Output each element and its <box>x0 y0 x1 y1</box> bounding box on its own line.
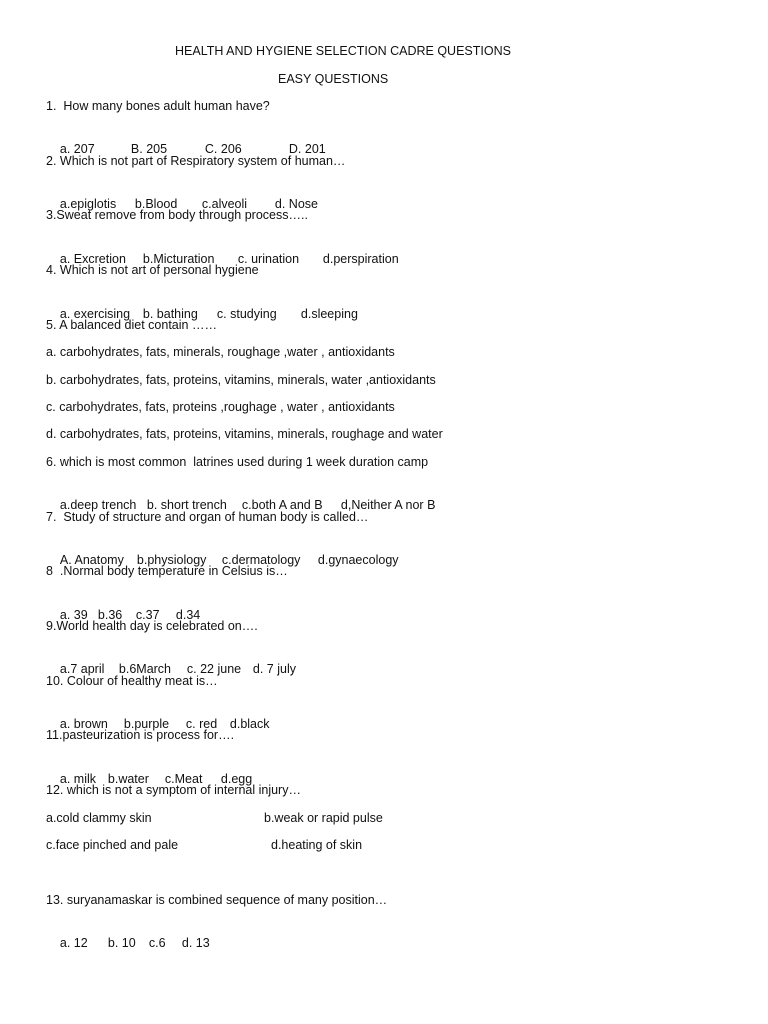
option-a: a.epiglotis <box>59 197 117 211</box>
question-1: 1. How many bones adult human have? <box>46 99 270 113</box>
question-8: 8 .Normal body temperature in Celsius is… <box>46 564 288 578</box>
option-d: d.sleeping <box>300 307 358 321</box>
question-5-option-a: a. carbohydrates, fats, minerals, roughage ,water , antioxidants <box>46 345 395 359</box>
option-b: b. 10 <box>107 936 136 950</box>
question-12-option-c: c.face pinched and pale <box>46 838 179 852</box>
option-c: c. red <box>185 717 218 731</box>
option-d: d.gynaecology <box>317 553 399 567</box>
option-d: d. Nose <box>274 197 318 211</box>
option-c: c.6 <box>148 936 166 950</box>
option-d: d. 13 <box>181 936 210 950</box>
option-a: a. 207 <box>59 142 95 156</box>
question-11: 11.pasteurization is process for…. <box>46 728 235 742</box>
question-5: 5. A balanced diet contain …… <box>46 318 217 332</box>
question-12-option-b: b.weak or rapid pulse <box>264 811 383 825</box>
option-b: b.Micturation <box>142 252 215 266</box>
option-a: a. 12 <box>59 936 88 950</box>
question-10: 10. Colour of healthy meat is… <box>46 674 218 688</box>
option-c: c. 22 june <box>186 662 242 676</box>
question-13-options <box>46 919 210 967</box>
question-3: 3.Sweat remove from body through process….. <box>46 208 308 222</box>
option-b: b. bathing <box>142 307 198 321</box>
option-b: B. 205 <box>130 142 168 156</box>
question-12-option-d: d.heating of skin <box>271 838 363 852</box>
question-12-option-a: a.cold clammy skin <box>46 811 152 825</box>
option-d: d. 7 july <box>252 662 296 676</box>
option-c: C. 206 <box>204 142 242 156</box>
option-a: a.7 april <box>59 662 105 676</box>
option-c: c. studying <box>216 307 277 321</box>
question-9: 9.World health day is celebrated on…. <box>46 619 258 633</box>
option-b: b.Blood <box>134 197 178 211</box>
question-5-option-b: b. carbohydrates, fats, proteins, vitamins, minerals, water ,antioxidants <box>46 373 436 387</box>
section-heading: EASY QUESTIONS <box>278 72 389 86</box>
question-4: 4. Which is not art of personal hygiene <box>46 263 259 277</box>
option-b: b.purple <box>123 717 170 731</box>
option-a: a. milk <box>59 772 97 786</box>
option-a: A. Anatomy <box>59 553 124 567</box>
question-5-option-c: c. carbohydrates, fats, proteins ,roughage , water , antioxidants <box>46 400 395 414</box>
option-a: a. Excretion <box>59 252 126 266</box>
question-5-option-d: d. carbohydrates, fats, proteins, vitamins, minerals, roughage and water <box>46 427 443 441</box>
document-title: HEALTH AND HYGIENE SELECTION CADRE QUESTIONS <box>175 44 511 58</box>
option-d: D. 201 <box>288 142 326 156</box>
option-d: d.egg <box>220 772 253 786</box>
question-2: 2. Which is not part of Respiratory system of human… <box>46 154 346 168</box>
option-b: b.water <box>107 772 149 786</box>
option-c: c.alveoli <box>201 197 248 211</box>
option-b: b.physiology <box>136 553 207 567</box>
option-a: a.deep trench <box>59 498 137 512</box>
option-b: b.6March <box>118 662 172 676</box>
option-a: a. 39 <box>59 608 88 622</box>
option-c: c. urination <box>237 252 300 266</box>
option-a: a. brown <box>59 717 108 731</box>
option-b: b.36 <box>97 608 123 622</box>
option-a: a. exercising <box>59 307 131 321</box>
option-d: d,Neither A nor B <box>340 498 436 512</box>
option-b: b. short trench <box>146 498 227 512</box>
question-6: 6. which is most common latrines used during 1 week duration camp <box>46 455 429 469</box>
option-c: c.Meat <box>164 772 203 786</box>
option-d: d.black <box>229 717 270 731</box>
question-13: 13. suryanamaskar is combined sequence of many position… <box>46 893 388 907</box>
option-d: d.perspiration <box>322 252 399 266</box>
question-12: 12. which is not a symptom of internal injury… <box>46 783 301 797</box>
option-c: c.37 <box>135 608 160 622</box>
option-c: c.both A and B <box>241 498 323 512</box>
option-d: d.34 <box>175 608 201 622</box>
question-7: 7. Study of structure and organ of human body is called… <box>46 510 369 524</box>
option-c: c.dermatology <box>221 553 301 567</box>
